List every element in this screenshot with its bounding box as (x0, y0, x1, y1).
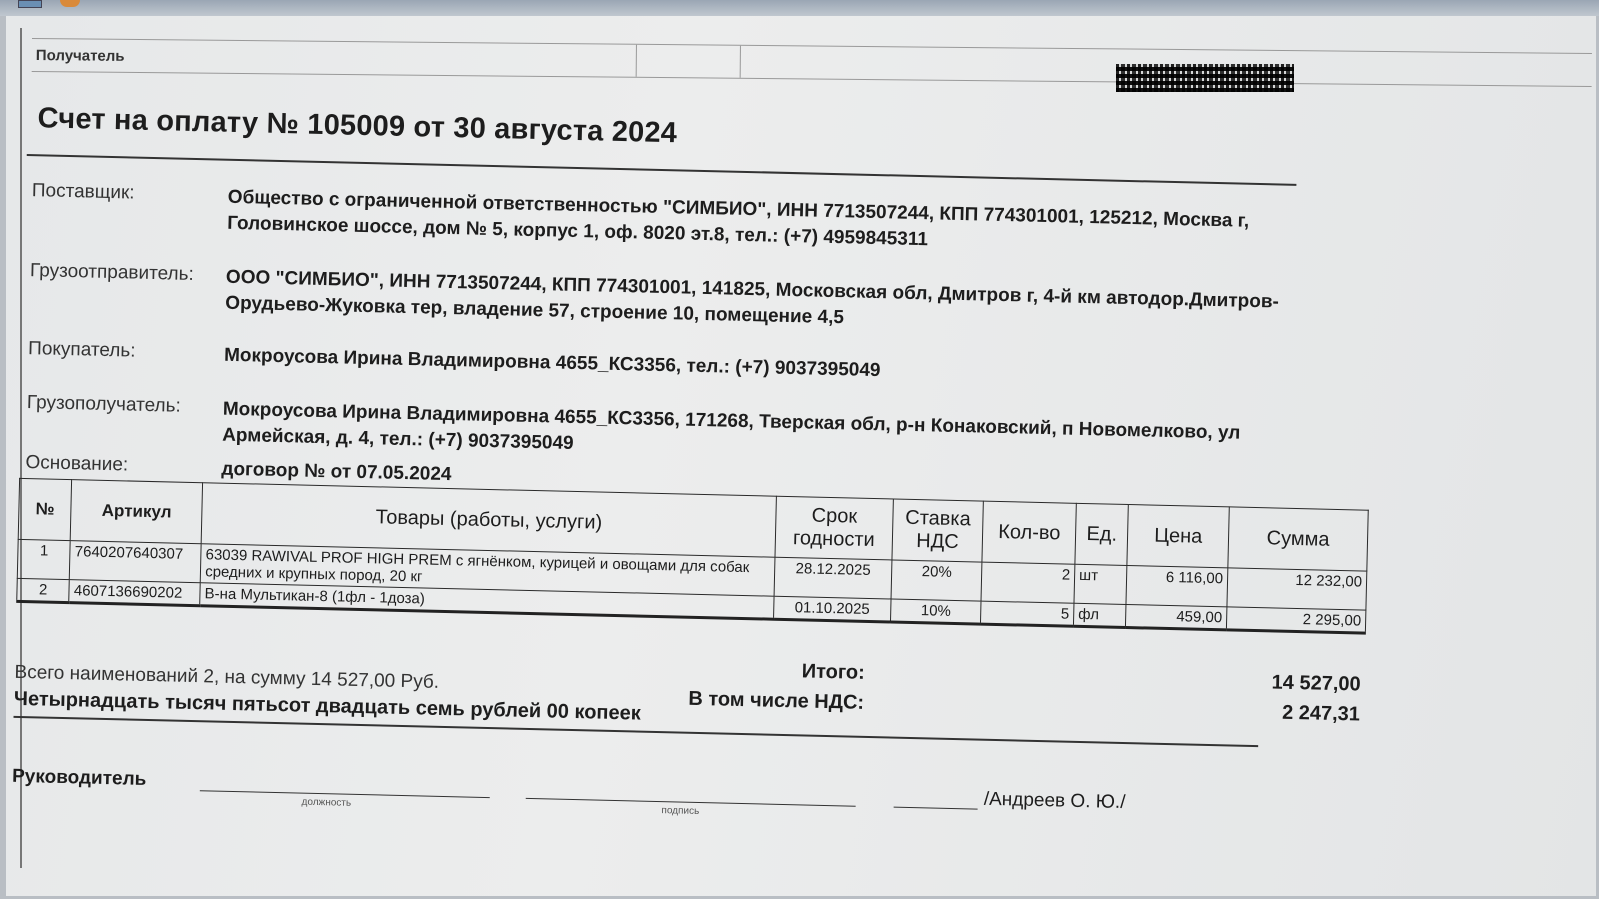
row-goods: 63039 RAWIVAL PROF HIGH PREM с ягнёнком, курицей и овощами для собак средних и крупных пород, 20 кг (200, 544, 775, 597)
row-sum: 12 232,00 (1227, 568, 1367, 610)
orange-app-icon[interactable] (60, 0, 80, 7)
header-num: № (18, 478, 72, 540)
header-sum: Сумма (1228, 507, 1368, 571)
row-unit: фл (1073, 603, 1126, 627)
vat-row (688, 687, 1361, 726)
header-expiry: Срок годности (775, 496, 893, 560)
row-expiry: 28.12.2025 (774, 557, 892, 599)
row-num: 2 (17, 578, 70, 602)
app-icon[interactable] (18, 0, 42, 8)
signature-label: Руководитель (11, 765, 147, 790)
basis-label: Основание: (25, 452, 129, 476)
recipient-divider (740, 46, 741, 78)
row-goods: В-на Мультикан-8 (1фл - 1доза) (200, 583, 774, 620)
total-label: Итого: (801, 660, 866, 684)
row-price: 6 116,00 (1126, 566, 1228, 607)
basis-value: договор № от 07.05.2024 (221, 458, 452, 486)
row-qty: 2 (981, 562, 1075, 603)
position-caption: должность (301, 796, 352, 809)
buyer-label: Покупатель: (27, 338, 136, 362)
signature-caption: подпись (661, 805, 700, 818)
recipient-label: Получатель (35, 47, 125, 65)
name-line (894, 807, 978, 810)
invoice-sheet (6, 16, 1596, 896)
row-unit: шт (1074, 564, 1127, 604)
window-top-bar (0, 0, 1599, 16)
consignee-value: Мокроусова Ирина Владимировна 4655_КС3356, 171268, Тверская обл, р-н Конаковский, п Новомелково, ул Армейская, д. 4, тел.: (+7) 9037395049 (221, 398, 1241, 454)
buyer-value: Мокроусова Ирина Владимировна 4655_КС3356, тел.: (+7) 9037395049 (223, 344, 881, 382)
signatory-name: /Андреев О. Ю./ (983, 788, 1126, 814)
supplier-value: Общество с ограниченной ответственностью "СИМБИО", ИНН 7713507244, КПП 774301001, 125212, Москва г, Головинское шоссе, дом № 5, корпус 1, оф. 8020 эт.8, тел.: (+7) 4959845311 (226, 186, 1250, 251)
header-price: Цена (1127, 505, 1229, 568)
signature-block (11, 765, 1312, 818)
header-article: Артикул (71, 480, 203, 544)
amount-in-words: Четырнадцать тысяч пятьсот двадцать семь рублей 00 копеек (13, 687, 642, 725)
recipient-row (32, 38, 1592, 87)
vat-label: В том числе НДС: (688, 687, 865, 714)
recipient-divider (636, 45, 637, 77)
header-unit: Ед. (1075, 503, 1129, 565)
total-value: 14 527,00 (1271, 671, 1361, 696)
vat-value: 2 247,31 (1281, 701, 1361, 726)
shipper-label: Грузоотправитель: (29, 260, 195, 285)
row-num: 1 (17, 539, 70, 579)
supplier-label: Поставщик: (31, 180, 135, 204)
totals-block (688, 660, 1361, 726)
qr-code-icon (1116, 64, 1294, 92)
header-vat-rate: Ставка НДС (892, 499, 984, 562)
row-vat-rate: 10% (890, 599, 981, 624)
row-qty: 5 (981, 601, 1074, 626)
row-sum: 2 295,00 (1226, 607, 1366, 633)
row-article: 7640207640307 (70, 541, 202, 583)
items-count-text: Всего наименований 2, на сумму 14 527,00 Руб. (14, 661, 440, 693)
total-row (801, 660, 1361, 696)
consignee-label: Грузополучатель: (26, 392, 182, 417)
page-left-border (20, 28, 22, 868)
invoice-document (11, 102, 1427, 818)
row-price: 459,00 (1126, 605, 1227, 630)
invoice-title: Счет на оплату № 105009 от 30 августа 2024 (37, 102, 678, 150)
row-vat-rate: 20% (891, 560, 982, 601)
header-goods: Товары (работы, услуги) (201, 483, 776, 558)
row-article: 4607136690202 (69, 580, 200, 606)
shipper-value: ООО "СИМБИО", ИНН 7713507244, КПП 774301001, 141825, Московская обл, Дмитров г, 4-й км автодор.Дмитров-Орудьево-Жуковка тер, владение 57, строение 10, помещение 4,5 (225, 266, 1280, 329)
row-expiry: 01.10.2025 (774, 596, 891, 622)
header-qty: Кол-во (982, 501, 1076, 564)
